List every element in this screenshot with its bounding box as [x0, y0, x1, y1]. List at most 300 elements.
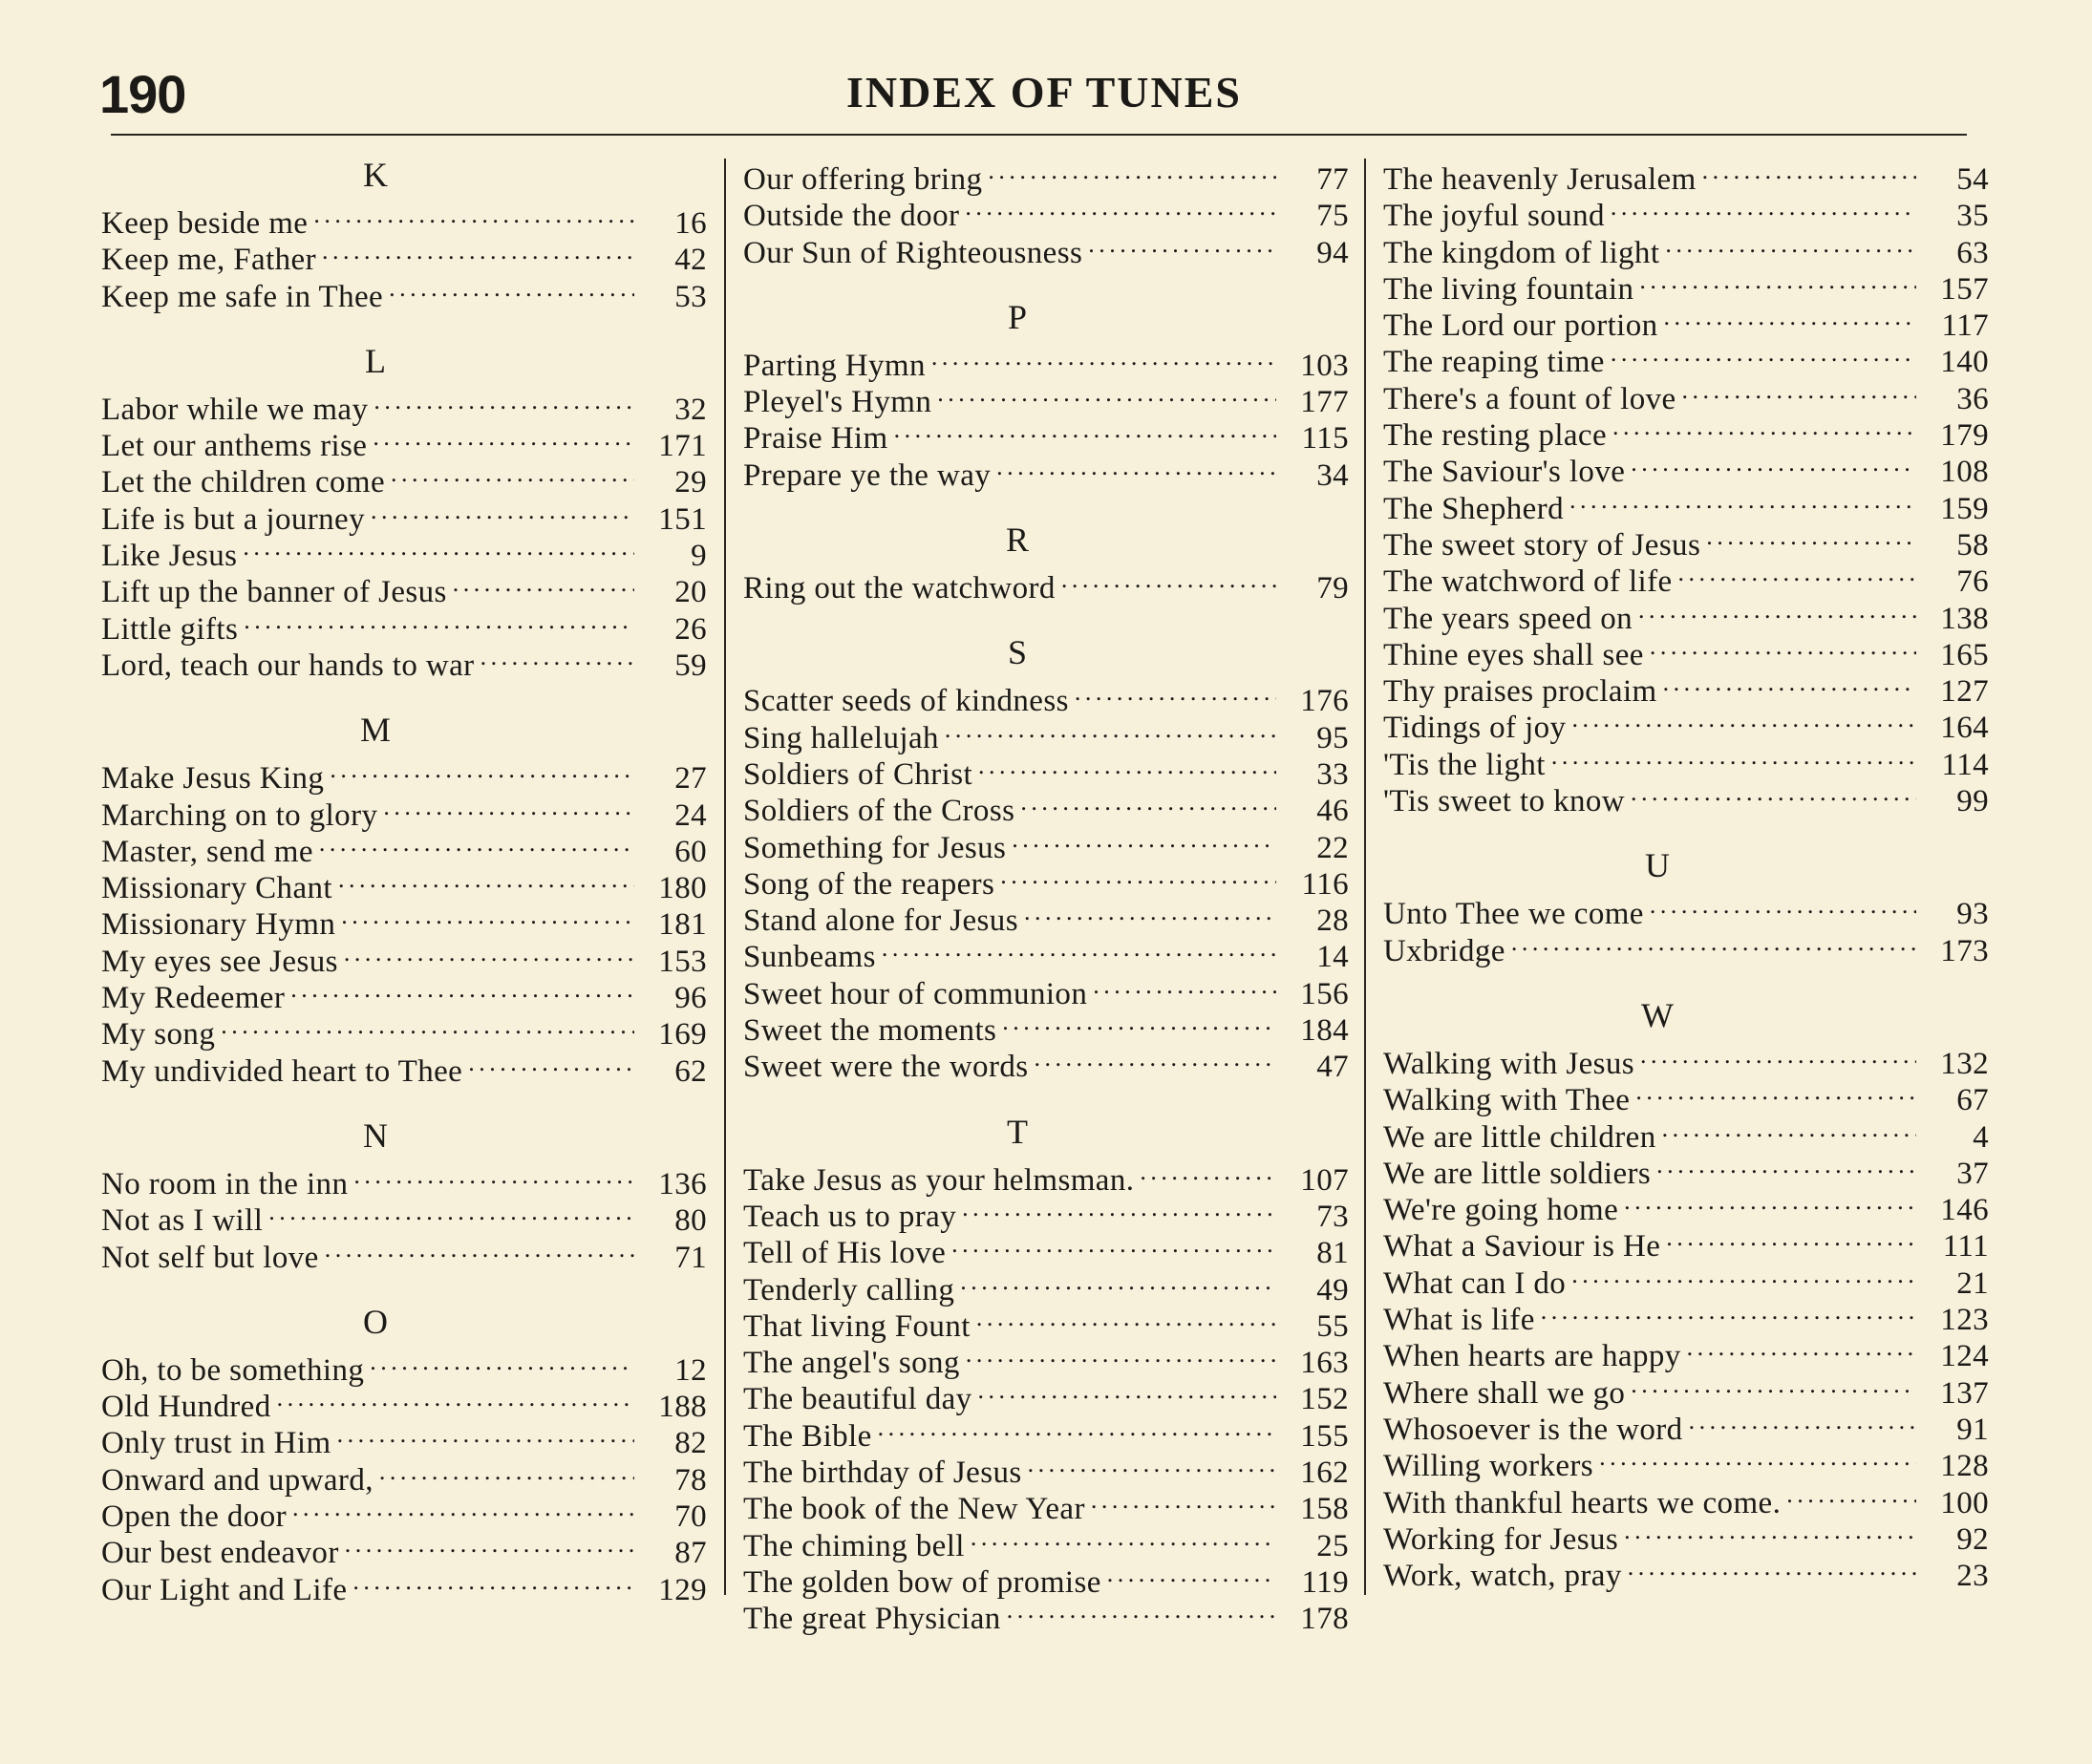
- dot-leader: [383, 789, 634, 825]
- dot-leader: [1639, 263, 1916, 299]
- tune-title: When hearts are happy: [1383, 1339, 1681, 1374]
- page-ref: 163: [1300, 1346, 1349, 1381]
- tune-title: The beautiful day: [743, 1382, 972, 1417]
- tune-title: The angel's song: [743, 1346, 960, 1381]
- dot-leader: [978, 1372, 1276, 1409]
- dot-leader: [1656, 1147, 1916, 1183]
- page-ref: 132: [1940, 1046, 1989, 1081]
- dot-leader: [344, 935, 634, 971]
- page-ref: 119: [1301, 1564, 1349, 1600]
- page-ref: 117: [1941, 308, 1989, 344]
- dot-leader: [268, 1194, 634, 1230]
- page-ref: 178: [1300, 1602, 1349, 1637]
- dot-leader: [1628, 1549, 1916, 1585]
- index-entry: [743, 1154, 1349, 1198]
- tune-title: Tenderly calling: [743, 1272, 955, 1307]
- page-ref: 180: [658, 871, 707, 906]
- page-ref: 35: [1956, 199, 1989, 234]
- tune-title: Our Sun of Righteousness: [743, 235, 1083, 270]
- dot-leader: [1611, 189, 1916, 225]
- index-column-3: [1383, 153, 1989, 1594]
- dot-leader: [996, 449, 1276, 485]
- dot-leader: [1624, 1513, 1916, 1549]
- page-ref: 42: [674, 243, 707, 278]
- page-ref: 28: [1316, 903, 1349, 939]
- tune-title: Parting Hymn: [743, 348, 926, 383]
- dot-leader: [468, 1045, 634, 1081]
- tune-title: Pleyel's Hymn: [743, 385, 932, 420]
- page-ref: 128: [1940, 1449, 1989, 1484]
- page-ref: 55: [1316, 1308, 1349, 1344]
- page-ref: 171: [658, 429, 707, 464]
- dot-leader: [370, 1344, 634, 1380]
- tune-title: The book of the New Year: [743, 1492, 1085, 1527]
- section-letter: N: [363, 1116, 388, 1155]
- column-divider: [1364, 159, 1366, 1595]
- tune-title: Sweet hour of communion: [743, 976, 1088, 1011]
- dot-leader: [960, 1264, 1276, 1300]
- page-ref: 93: [1956, 897, 1989, 932]
- tune-title: Keep beside me: [101, 206, 309, 241]
- tune-title: Outside the door: [743, 199, 960, 234]
- tune-title: The Shepherd: [1383, 491, 1564, 526]
- dot-leader: [1599, 1439, 1916, 1476]
- column-divider: [724, 159, 726, 1595]
- index-entry: [101, 1158, 707, 1201]
- dot-leader: [1678, 555, 1916, 591]
- page-ref: 162: [1300, 1456, 1349, 1491]
- tune-title: The Saviour's love: [1383, 455, 1626, 490]
- dot-leader: [988, 153, 1276, 189]
- tune-title: Tidings of joy: [1383, 711, 1567, 746]
- index-entry: [1383, 153, 1989, 197]
- dot-leader: [345, 1526, 634, 1562]
- tune-title: Marching on to glory: [101, 797, 378, 833]
- tune-title: My Redeemer: [101, 981, 286, 1016]
- page-ref: 103: [1300, 348, 1349, 383]
- page-ref: 96: [674, 981, 707, 1016]
- dot-leader: [1624, 1183, 1916, 1220]
- tune-title: The chiming bell: [743, 1528, 965, 1563]
- dot-leader: [978, 748, 1276, 784]
- dot-leader: [1663, 665, 1916, 701]
- page-ref: 78: [674, 1462, 707, 1498]
- tune-title: Work, watch, pray: [1383, 1559, 1622, 1594]
- page-ref: 9: [691, 539, 707, 574]
- page-ref: 164: [1940, 711, 1989, 746]
- header-rule: [111, 134, 1967, 136]
- tune-title: Lord, teach our hands to war: [101, 648, 475, 683]
- dot-leader: [1511, 925, 1916, 961]
- page-ref: 188: [658, 1390, 707, 1425]
- tune-title: Master, send me: [101, 834, 313, 869]
- tune-title: Uxbridge: [1383, 933, 1505, 968]
- dot-leader: [1664, 299, 1916, 335]
- page-ref: 29: [674, 465, 707, 500]
- tune-title: Missionary Chant: [101, 871, 332, 906]
- page-ref: 169: [658, 1017, 707, 1052]
- page-ref: 127: [1940, 674, 1989, 710]
- page-ref: 4: [1973, 1119, 1989, 1155]
- page-ref: 76: [1956, 564, 1989, 600]
- index-entry: [1383, 1037, 1989, 1081]
- page-ref: 184: [1300, 1013, 1349, 1049]
- dot-leader: [1612, 409, 1916, 445]
- page-ref: 140: [1940, 345, 1989, 380]
- page-ref: 58: [1956, 527, 1989, 563]
- section-letter: U: [1645, 846, 1670, 885]
- dot-leader: [937, 375, 1276, 412]
- dot-leader: [1035, 1040, 1277, 1076]
- dot-leader: [1020, 784, 1276, 820]
- dot-leader: [1631, 775, 1916, 811]
- tune-title: The kingdom of light: [1383, 235, 1660, 270]
- tune-title: That living Fount: [743, 1308, 971, 1344]
- page-ref: 79: [1316, 571, 1349, 606]
- page-ref: 114: [1941, 747, 1989, 782]
- dot-leader: [1640, 1037, 1916, 1073]
- dot-leader: [1650, 628, 1916, 665]
- dot-leader: [1706, 519, 1916, 555]
- tune-title: Sweet were the words: [743, 1050, 1029, 1085]
- page-ref: 33: [1316, 756, 1349, 792]
- index-entry: [101, 752, 707, 797]
- dot-leader: [244, 603, 634, 639]
- dot-leader: [319, 825, 634, 861]
- dot-leader: [330, 752, 634, 788]
- dot-leader: [1007, 1592, 1276, 1628]
- page-ref: 137: [1940, 1375, 1989, 1411]
- page-ref: 67: [1956, 1083, 1989, 1118]
- page-ref: 146: [1940, 1193, 1989, 1228]
- page-ref: 156: [1300, 976, 1349, 1011]
- tune-title: Walking with Thee: [1383, 1083, 1631, 1118]
- tune-title: The joyful sound: [1383, 199, 1605, 234]
- index-column-1: [101, 153, 707, 1607]
- tune-title: Soldiers of Christ: [743, 756, 973, 792]
- page-ref: 123: [1940, 1303, 1989, 1338]
- tune-title: Onward and upward,: [101, 1462, 374, 1498]
- page-ref: 159: [1940, 491, 1989, 526]
- page-ref: 80: [674, 1203, 707, 1239]
- dot-leader: [1631, 445, 1916, 481]
- dot-leader: [1028, 1446, 1276, 1482]
- page-ref: 115: [1301, 421, 1349, 457]
- dot-leader: [480, 639, 634, 675]
- page-ref: 23: [1956, 1559, 1989, 1594]
- dot-leader: [1093, 967, 1276, 1004]
- tune-title: Sunbeams: [743, 940, 876, 975]
- tune-title: Tell of His love: [743, 1236, 947, 1271]
- tune-title: Thine eyes shall see: [1383, 637, 1644, 672]
- page-ref: 107: [1300, 1162, 1349, 1198]
- tune-title: Ring out the watchword: [743, 571, 1056, 606]
- dot-leader: [338, 861, 634, 898]
- tune-title: Walking with Jesus: [1383, 1046, 1635, 1081]
- page-ref: 63: [1956, 235, 1989, 270]
- page-ref: 176: [1300, 684, 1349, 719]
- tune-title: Unto Thee we come: [1383, 897, 1644, 932]
- dot-leader: [221, 1008, 634, 1044]
- dot-leader: [1140, 1154, 1276, 1190]
- tune-title: No room in the inn: [101, 1166, 349, 1201]
- page-ref: 87: [674, 1536, 707, 1571]
- dot-leader: [391, 456, 634, 492]
- page-title: [0, 67, 2092, 117]
- dot-leader: [962, 1190, 1276, 1226]
- dot-leader: [337, 1416, 634, 1453]
- dot-leader: [1682, 372, 1916, 409]
- page-ref: 25: [1316, 1528, 1349, 1563]
- dot-leader: [894, 412, 1276, 448]
- tune-title: Old Hundred: [101, 1390, 271, 1425]
- page-ref: 16: [674, 206, 707, 241]
- dot-leader: [1571, 1257, 1916, 1293]
- page-ref: 100: [1940, 1485, 1989, 1520]
- page-ref: 82: [674, 1426, 707, 1461]
- dot-leader: [1638, 592, 1916, 628]
- dot-leader: [379, 1454, 634, 1490]
- index-entry: [101, 383, 707, 427]
- tune-title: Where shall we go: [1383, 1375, 1626, 1411]
- page-ref: 26: [674, 611, 707, 647]
- tune-title: Willing workers: [1383, 1449, 1594, 1484]
- page-ref: 165: [1940, 637, 1989, 672]
- tune-title: Our Light and Life: [101, 1572, 348, 1607]
- dot-leader: [1569, 482, 1916, 519]
- page-ref: 14: [1316, 940, 1349, 975]
- page-ref: 12: [674, 1352, 707, 1388]
- tune-title: Working for Jesus: [1383, 1521, 1619, 1557]
- page-ref: 177: [1300, 385, 1349, 420]
- dot-leader: [1665, 226, 1916, 263]
- page-ref: 32: [674, 392, 707, 427]
- tune-title: The sweet story of Jesus: [1383, 527, 1701, 563]
- section-letter: R: [1005, 521, 1029, 560]
- tune-title: We are little soldiers: [1383, 1156, 1652, 1191]
- tune-title: My eyes see Jesus: [101, 944, 338, 979]
- page-ref: 53: [674, 279, 707, 314]
- page-ref: 21: [1956, 1265, 1989, 1301]
- tune-title: Life is but a journey: [101, 501, 365, 537]
- dot-leader: [1000, 858, 1276, 894]
- dot-leader: [1662, 1111, 1916, 1147]
- page-ref: 73: [1316, 1199, 1349, 1234]
- dot-leader: [965, 189, 1276, 225]
- section-letter: S: [1007, 633, 1028, 672]
- page-ref: 129: [658, 1572, 707, 1607]
- page-ref: 155: [1300, 1418, 1349, 1454]
- section-letter: W: [1641, 995, 1674, 1034]
- dot-leader: [1551, 738, 1916, 775]
- tune-title: Not as I will: [101, 1203, 264, 1239]
- page-ref: 60: [674, 834, 707, 869]
- page-ref: 59: [674, 648, 707, 683]
- tune-title: The Lord our portion: [1383, 308, 1658, 344]
- tune-title: Keep me, Father: [101, 243, 316, 278]
- tune-title: The living fountain: [1383, 271, 1634, 307]
- dot-leader: [882, 930, 1276, 967]
- page-ref: 108: [1940, 455, 1989, 490]
- dot-leader: [1666, 1220, 1916, 1256]
- tune-title: Sing hallelujah: [743, 720, 939, 755]
- page-ref: 75: [1316, 199, 1349, 234]
- tune-title: 'Tis sweet to know: [1383, 784, 1626, 819]
- dot-leader: [352, 1563, 634, 1600]
- tune-title: The great Physician: [743, 1602, 1001, 1637]
- tune-title: Let our anthems rise: [101, 429, 368, 464]
- dot-leader: [1541, 1293, 1916, 1329]
- tune-title: The resting place: [1383, 418, 1608, 454]
- dot-leader: [1002, 1004, 1276, 1040]
- tune-title: The Bible: [743, 1418, 872, 1454]
- tune-title: Song of the reapers: [743, 866, 995, 902]
- index-entry: [743, 562, 1349, 606]
- tune-title: Prepare ye the way: [743, 457, 992, 493]
- index-entry: [743, 153, 1349, 197]
- tune-title: Labor while we may: [101, 392, 369, 427]
- dot-leader: [1687, 1329, 1916, 1366]
- dot-leader: [1650, 887, 1916, 924]
- dot-leader: [373, 419, 634, 456]
- tune-title: Take Jesus as your helmsman.: [743, 1162, 1135, 1198]
- page-ref: 77: [1316, 162, 1349, 197]
- tune-title: Stand alone for Jesus: [743, 903, 1018, 939]
- tune-title: Missionary Hymn: [101, 907, 336, 943]
- tune-title: With thankful hearts we come.: [1383, 1485, 1782, 1520]
- section-letter: L: [365, 341, 386, 380]
- tune-title: We're going home: [1383, 1193, 1619, 1228]
- tune-title: Not self but love: [101, 1240, 319, 1275]
- dot-leader: [1107, 1556, 1276, 1592]
- section-letter: O: [363, 1302, 388, 1341]
- tune-title: Something for Jesus: [743, 830, 1007, 865]
- page-title-text: INDEX OF TUNES: [846, 68, 1242, 117]
- section-letter: K: [363, 156, 388, 194]
- tune-title: Praise Him: [743, 421, 888, 457]
- tune-title: The years speed on: [1383, 601, 1633, 636]
- page-ref: 153: [658, 944, 707, 979]
- page-ref: 116: [1301, 866, 1349, 902]
- page-ref: 99: [1956, 784, 1989, 819]
- dot-leader: [1611, 335, 1916, 372]
- dot-leader: [1571, 701, 1916, 737]
- section-letter: T: [1007, 1112, 1028, 1151]
- page-ref: 179: [1940, 418, 1989, 454]
- page-ref: 92: [1956, 1521, 1989, 1557]
- page-ref: 24: [674, 797, 707, 833]
- page-ref: 54: [1956, 162, 1989, 197]
- tune-title: Whosoever is the word: [1383, 1412, 1683, 1447]
- tune-title: The heavenly Jerusalem: [1383, 162, 1697, 197]
- tune-title: Let the children come: [101, 465, 386, 500]
- page-ref: 49: [1316, 1272, 1349, 1307]
- dot-leader: [931, 339, 1276, 375]
- dot-leader: [951, 1226, 1276, 1263]
- dot-leader: [1061, 562, 1276, 598]
- page-ref: 138: [1940, 601, 1989, 636]
- dot-leader: [313, 197, 634, 233]
- dot-leader: [1075, 674, 1276, 711]
- page-ref: 124: [1940, 1339, 1989, 1374]
- page-ref: 62: [674, 1053, 707, 1089]
- dot-leader: [374, 383, 634, 419]
- dot-leader: [945, 712, 1276, 748]
- index-entry: [743, 339, 1349, 383]
- dot-leader: [1635, 1073, 1916, 1110]
- tune-title: Lift up the banner of Jesus: [101, 575, 447, 610]
- tune-title: The birthday of Jesus: [743, 1456, 1022, 1491]
- index-column-2: [743, 153, 1349, 1637]
- page-ref: 136: [658, 1166, 707, 1201]
- dot-leader: [290, 971, 634, 1008]
- index-entry: [1383, 887, 1989, 932]
- dot-leader: [1012, 821, 1276, 858]
- dot-leader: [371, 493, 634, 529]
- tune-title: Only trust in Him: [101, 1426, 331, 1461]
- tune-title: The watchword of life: [1383, 564, 1673, 600]
- page-ref: 27: [674, 761, 707, 797]
- page-ref: 46: [1316, 794, 1349, 829]
- page-ref: 157: [1940, 271, 1989, 307]
- page-ref: 181: [658, 907, 707, 943]
- tune-title: Keep me safe in Thee: [101, 279, 384, 314]
- dot-leader: [389, 270, 634, 307]
- dot-leader: [966, 1336, 1276, 1372]
- section-letter: M: [359, 711, 391, 750]
- tune-title: Oh, to be something: [101, 1352, 365, 1388]
- tune-title: Teach us to pray: [743, 1199, 957, 1234]
- tune-title: My song: [101, 1017, 216, 1052]
- page-number: 190: [99, 64, 186, 124]
- page-ref: 20: [674, 575, 707, 610]
- tune-title: Our best endeavor: [101, 1536, 339, 1571]
- tune-title: There's a fount of love: [1383, 381, 1676, 416]
- dot-leader: [1689, 1403, 1916, 1439]
- dot-leader: [292, 1490, 634, 1526]
- dot-leader: [325, 1231, 634, 1267]
- page-ref: 47: [1316, 1050, 1349, 1085]
- page-ref: 22: [1316, 830, 1349, 865]
- page-ref: 173: [1940, 933, 1989, 968]
- dot-leader: [353, 1158, 634, 1194]
- index-entry: [101, 1344, 707, 1388]
- tune-title: Little gifts: [101, 611, 239, 647]
- index-entry: [101, 197, 707, 241]
- index-entry: [743, 674, 1349, 719]
- tune-title: The golden bow of promise: [743, 1564, 1101, 1600]
- page-ref: 34: [1316, 457, 1349, 493]
- dot-leader: [1024, 894, 1276, 930]
- page-ref: 158: [1300, 1492, 1349, 1527]
- page-ref: 37: [1956, 1156, 1989, 1191]
- dot-leader: [322, 233, 634, 269]
- dot-leader: [341, 898, 634, 934]
- tune-title: What can I do: [1383, 1265, 1567, 1301]
- tune-title: What is life: [1383, 1303, 1535, 1338]
- page-ref: 71: [674, 1240, 707, 1275]
- tune-title: Open the door: [101, 1499, 287, 1535]
- dot-leader: [1088, 226, 1276, 263]
- dot-leader: [878, 1410, 1276, 1446]
- dot-leader: [976, 1300, 1276, 1336]
- tune-title: 'Tis the light: [1383, 747, 1546, 782]
- section-letter: P: [1007, 297, 1028, 336]
- dot-leader: [453, 565, 634, 602]
- tune-title: Sweet the moments: [743, 1013, 997, 1049]
- tune-title: The reaping time: [1383, 345, 1605, 380]
- page-ref: 70: [674, 1499, 707, 1535]
